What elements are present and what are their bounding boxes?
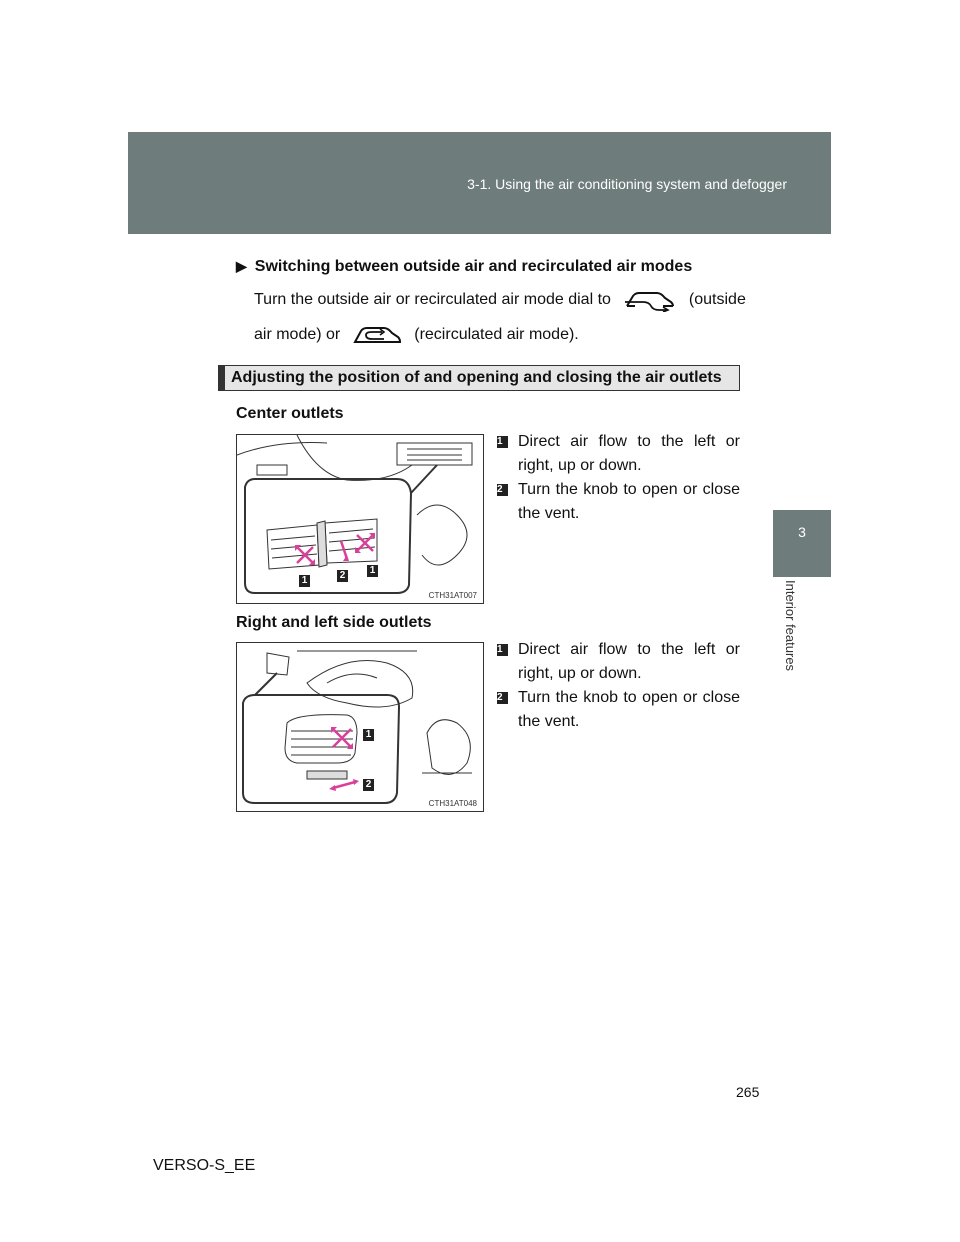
switching-text-1: Turn the outside air or recirculated air mode dial to <box>254 291 611 308</box>
center-instruction-1-badge: 1 <box>497 436 508 448</box>
side-outlets-illustration <box>237 643 485 813</box>
switching-line-2 <box>254 323 579 347</box>
side-instruction-2-text: Turn the knob to open or close the vent. <box>518 689 740 730</box>
switching-text-3: air mode) or <box>254 326 341 343</box>
switching-text-2: (outside <box>688 291 746 308</box>
switching-heading <box>236 258 692 276</box>
outside-air-icon <box>623 288 677 312</box>
chapter-label: Interior features <box>783 580 798 672</box>
chapter-tab <box>773 510 831 577</box>
center-outlets-figure <box>236 434 484 604</box>
center-badge-2: 2 <box>337 570 348 582</box>
section-title: Adjusting the position of and opening and closing the air outlets <box>231 369 722 386</box>
page-number: 265 <box>736 1084 760 1100</box>
section-title-bar <box>219 366 225 390</box>
side-instruction-2-badge: 2 <box>497 692 508 704</box>
section-title-box <box>218 365 740 391</box>
switching-line-1 <box>254 288 746 312</box>
side-instruction-1-badge: 1 <box>497 644 508 656</box>
model-code: VERSO-S_EE <box>153 1157 256 1174</box>
center-badge-1: 1 <box>299 575 310 587</box>
center-instruction-1 <box>497 430 740 478</box>
side-instruction-2 <box>497 686 740 734</box>
side-instruction-1-text: Direct air flow to the left or right, up or down. <box>518 641 740 682</box>
triangle-bullet-icon: ▶ <box>236 258 247 274</box>
center-instruction-2-badge: 2 <box>497 484 508 496</box>
header-band <box>128 132 831 234</box>
chapter-number: 3 <box>798 524 806 540</box>
center-outlets-illustration <box>237 435 485 605</box>
center-figure-code: CTH31AT007 <box>428 591 477 600</box>
recirculated-air-icon <box>352 323 402 347</box>
center-instruction-2 <box>497 478 740 526</box>
side-badge-2: 2 <box>363 779 374 791</box>
switching-heading-text: Switching between outside air and recirculated air modes <box>254 258 693 275</box>
section-header: 3-1. Using the air conditioning system and defogger <box>467 176 787 192</box>
center-instruction-2-text: Turn the knob to open or close the vent. <box>518 481 740 522</box>
switching-text-4: (recirculated air mode). <box>414 326 579 343</box>
center-outlets-heading: Center outlets <box>236 405 344 422</box>
side-outlets-heading: Right and left side outlets <box>236 614 432 631</box>
center-instruction-1-text: Direct air flow to the left or right, up or down. <box>518 433 740 474</box>
side-instruction-1 <box>497 638 740 686</box>
center-badge-3: 1 <box>367 565 378 577</box>
side-figure-code: CTH31AT048 <box>428 799 477 808</box>
side-badge-1: 1 <box>363 729 374 741</box>
side-outlets-figure <box>236 642 484 812</box>
